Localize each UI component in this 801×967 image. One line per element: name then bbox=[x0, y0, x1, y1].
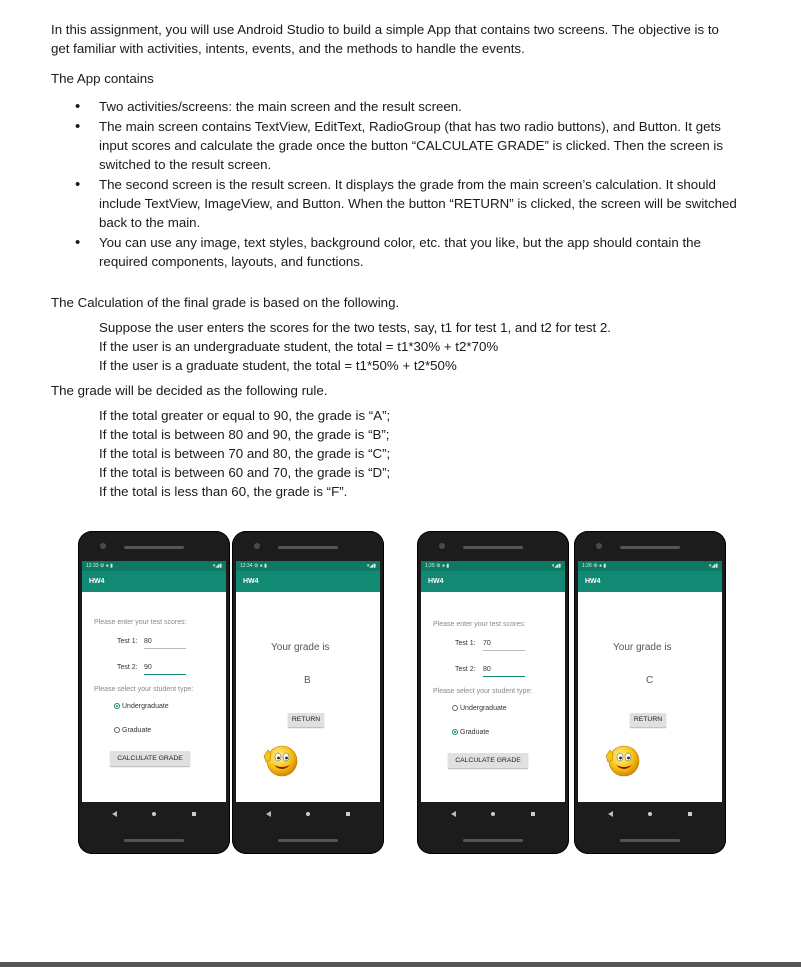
speaker-grille bbox=[620, 546, 680, 549]
status-time: 12:33 bbox=[86, 563, 99, 569]
app-bar-title: HW4 bbox=[236, 571, 380, 592]
home-icon[interactable] bbox=[648, 812, 652, 816]
camera-icon bbox=[596, 543, 602, 549]
return-button[interactable]: RETURN bbox=[630, 713, 666, 727]
back-icon[interactable] bbox=[608, 811, 613, 817]
result-label: Your grade is bbox=[613, 642, 672, 653]
scores-prompt: Please enter your test scores: bbox=[94, 619, 187, 626]
grade-rule: If the total is between 70 and 80, the grade is “C”; bbox=[99, 446, 391, 461]
phone-result-screen-1 bbox=[232, 531, 384, 854]
camera-icon bbox=[439, 543, 445, 549]
phone-screen bbox=[578, 561, 722, 828]
status-bar: 12:33 ⚙ ● ▮ ▾◢▮ bbox=[82, 561, 226, 571]
status-time: 12:34 bbox=[240, 563, 253, 569]
back-icon[interactable] bbox=[112, 811, 117, 817]
test2-input[interactable]: 90 bbox=[144, 664, 152, 671]
status-bar: 1:25 ⚙ ● ▮ ▾◢▮ bbox=[421, 561, 565, 571]
thumbs-up-emoji-icon bbox=[260, 740, 300, 780]
home-icon[interactable] bbox=[152, 812, 156, 816]
test2-label: Test 2: bbox=[455, 666, 476, 673]
recents-icon[interactable] bbox=[688, 812, 692, 816]
grade-heading: The grade will be decided as the following rule. bbox=[51, 383, 328, 398]
result-view bbox=[236, 592, 380, 802]
test2-input[interactable]: 80 bbox=[483, 666, 491, 673]
return-button[interactable]: RETURN bbox=[288, 713, 324, 727]
test1-input[interactable]: 70 bbox=[483, 640, 491, 647]
recents-icon[interactable] bbox=[531, 812, 535, 816]
phone-screen bbox=[421, 561, 565, 828]
speaker-grille bbox=[124, 546, 184, 549]
phone-chin bbox=[278, 839, 338, 842]
radio-unselected-icon bbox=[114, 727, 120, 733]
grade-rule: If the total greater or equal to 90, the grade is “A”; bbox=[99, 408, 391, 423]
android-nav-bar bbox=[578, 802, 722, 828]
radio-label: Graduate bbox=[460, 729, 490, 736]
status-bar: 12:34 ⚙ ● ▮ ▾◢▮ bbox=[236, 561, 380, 571]
signal-icon: ▾◢▮ bbox=[551, 563, 561, 569]
radio-selected-icon bbox=[452, 729, 458, 735]
radio-unselected-icon bbox=[452, 705, 458, 711]
intro-line-1: In this assignment, you will use Android Studio to build a simple App that contains two screens. The objective is to bbox=[51, 22, 719, 37]
phone-screen bbox=[236, 561, 380, 828]
radio-graduate[interactable] bbox=[452, 729, 489, 736]
main-form bbox=[421, 592, 565, 802]
app-bar-title: HW4 bbox=[82, 571, 226, 592]
radio-graduate[interactable] bbox=[114, 727, 151, 734]
signal-icon: ▾◢▮ bbox=[212, 563, 222, 569]
test1-underline bbox=[144, 648, 186, 649]
phone-screen bbox=[82, 561, 226, 828]
radio-label: Undergraduate bbox=[122, 703, 169, 710]
android-nav-bar bbox=[421, 802, 565, 828]
test1-label: Test 1: bbox=[117, 638, 138, 645]
test2-label: Test 2: bbox=[117, 664, 138, 671]
result-label: Your grade is bbox=[271, 642, 330, 653]
type-prompt: Please select your student type: bbox=[94, 686, 194, 693]
phone-main-screen-2 bbox=[417, 531, 569, 854]
status-bar: 1:26 ⚙ ● ▮ ▾◢▮ bbox=[578, 561, 722, 571]
grade-rule: If the total is less than 60, the grade is “F”. bbox=[99, 484, 348, 499]
calc-line: If the user is an undergraduate student, the total = t1*30% + t2*70% bbox=[99, 339, 499, 354]
camera-icon bbox=[100, 543, 106, 549]
phone-chin bbox=[124, 839, 184, 842]
recents-icon[interactable] bbox=[192, 812, 196, 816]
signal-icon: ▾◢▮ bbox=[366, 563, 376, 569]
grade-value: C bbox=[646, 675, 654, 686]
status-time: 1:25 bbox=[425, 563, 435, 569]
requirements-list bbox=[51, 97, 751, 272]
home-icon[interactable] bbox=[306, 812, 310, 816]
radio-selected-icon bbox=[114, 703, 120, 709]
grade-value: B bbox=[304, 675, 311, 686]
phone-chin bbox=[463, 839, 523, 842]
signal-icon: ▾◢▮ bbox=[708, 563, 718, 569]
list-item: • You can use any image, text styles, background color, etc. that you like, but the app should contain the required components, layouts, and functions. bbox=[51, 233, 751, 271]
home-icon[interactable] bbox=[491, 812, 495, 816]
speaker-grille bbox=[278, 546, 338, 549]
test1-label: Test 1: bbox=[455, 640, 476, 647]
calc-line: Suppose the user enters the scores for the two tests, say, t1 for test 1, and t2 for test 2. bbox=[99, 320, 611, 335]
speaker-grille bbox=[463, 546, 523, 549]
test1-underline bbox=[483, 650, 525, 651]
recents-icon[interactable] bbox=[346, 812, 350, 816]
scores-prompt: Please enter your test scores: bbox=[433, 621, 526, 628]
calc-line: If the user is a graduate student, the total = t1*50% + t2*50% bbox=[99, 358, 457, 373]
back-icon[interactable] bbox=[266, 811, 271, 817]
page-bottom-divider bbox=[0, 962, 801, 967]
calculate-grade-button[interactable]: CALCULATE GRADE bbox=[448, 753, 528, 768]
calc-heading: The Calculation of the final grade is based on the following. bbox=[51, 295, 400, 310]
list-item: • The main screen contains TextView, EditText, RadioGroup (that has two radio buttons), and Button. It gets input scores and calculate the grade once the button “CALCULATE GRADE” is clicked. Then the screen is switched to the result screen. bbox=[51, 117, 751, 174]
grade-rule: If the total is between 60 and 70, the grade is “D”; bbox=[99, 465, 391, 480]
type-prompt: Please select your student type: bbox=[433, 688, 533, 695]
radio-undergraduate[interactable] bbox=[452, 705, 507, 712]
radio-undergraduate[interactable] bbox=[114, 703, 169, 710]
app-contains-heading: The App contains bbox=[51, 71, 154, 86]
list-item: • The second screen is the result screen. It displays the grade from the main screen’s calculation. It should include TextView, ImageView, and Button. When the button “RETURN” is clicked, the screen will be switched back to the main. bbox=[51, 175, 751, 232]
list-item: • Two activities/screens: the main screen and the result screen. bbox=[51, 97, 751, 116]
test1-input[interactable]: 80 bbox=[144, 638, 152, 645]
android-nav-bar bbox=[82, 802, 226, 828]
back-icon[interactable] bbox=[451, 811, 456, 817]
camera-icon bbox=[254, 543, 260, 549]
result-view bbox=[578, 592, 722, 802]
test2-underline bbox=[483, 676, 525, 677]
radio-label: Undergraduate bbox=[460, 705, 507, 712]
calculate-grade-button[interactable]: CALCULATE GRADE bbox=[110, 751, 190, 766]
status-time: 1:26 bbox=[582, 563, 592, 569]
test2-underline bbox=[144, 674, 186, 675]
intro-line-2: get familiar with activities, intents, events, and the methods to handle the events. bbox=[51, 41, 525, 56]
app-bar-title: HW4 bbox=[578, 571, 722, 592]
radio-label: Graduate bbox=[122, 727, 152, 734]
phone-main-screen-1 bbox=[78, 531, 230, 854]
phone-chin bbox=[620, 839, 680, 842]
app-bar-title: HW4 bbox=[421, 571, 565, 592]
thumbs-up-emoji-icon bbox=[602, 740, 642, 780]
phone-result-screen-2 bbox=[574, 531, 726, 854]
main-form bbox=[82, 592, 226, 802]
android-nav-bar bbox=[236, 802, 380, 828]
grade-rule: If the total is between 80 and 90, the grade is “B”; bbox=[99, 427, 390, 442]
